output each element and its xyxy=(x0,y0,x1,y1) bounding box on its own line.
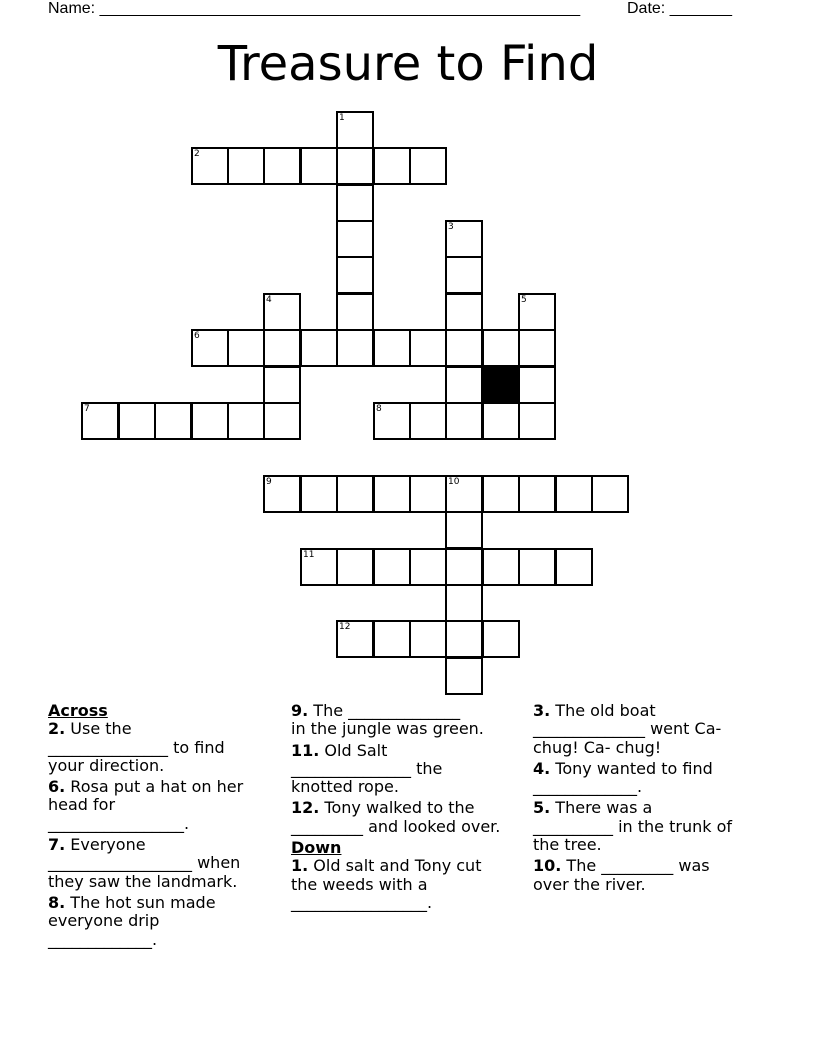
grid-cell[interactable] xyxy=(191,402,229,440)
grid-cell[interactable] xyxy=(300,548,338,586)
grid-cell[interactable] xyxy=(81,402,119,440)
across-clue xyxy=(48,720,284,775)
grid-cell[interactable] xyxy=(336,111,374,149)
grid-cell[interactable] xyxy=(518,329,556,367)
down-clue xyxy=(533,760,769,797)
grid-cell[interactable] xyxy=(482,620,520,658)
grid-cell[interactable] xyxy=(336,147,374,185)
clue-number: 6 xyxy=(194,331,200,341)
grid-cell[interactable] xyxy=(555,548,593,586)
grid-cell[interactable] xyxy=(118,402,156,440)
clue-number: 4 xyxy=(266,295,272,305)
clues-column-2 xyxy=(291,702,527,915)
grid-cell[interactable] xyxy=(409,329,447,367)
across-clue xyxy=(48,836,284,891)
header xyxy=(48,0,748,18)
grid-cell[interactable] xyxy=(373,475,411,513)
clue-text: Tony wanted to find _____________. xyxy=(533,758,713,797)
grid-cell[interactable] xyxy=(263,329,301,367)
grid-cell[interactable] xyxy=(300,147,338,185)
clue-number-label: 6. xyxy=(48,777,66,797)
grid-cell[interactable] xyxy=(373,548,411,586)
down-heading: Down xyxy=(291,838,342,858)
clue-text: Rosa put a hat on her head for _________________. xyxy=(48,777,244,833)
down-clue xyxy=(291,857,527,912)
clue-number-label: 2. xyxy=(48,719,66,739)
grid-cell[interactable] xyxy=(518,402,556,440)
clue-number: 9 xyxy=(266,477,272,487)
clue-text: The old boat ______________ went Ca- chug! Ca- chug! xyxy=(533,701,722,757)
grid-cell[interactable] xyxy=(518,475,556,513)
clue-text: The hot sun made everyone drip _____________. xyxy=(48,892,216,949)
clue-number: 2 xyxy=(194,149,200,159)
across-clue xyxy=(48,894,284,949)
grid-cell[interactable] xyxy=(591,475,629,513)
grid-cell[interactable] xyxy=(445,256,483,294)
clue-number: 11 xyxy=(303,550,315,560)
grid-cell[interactable] xyxy=(555,475,593,513)
grid-cell[interactable] xyxy=(336,329,374,367)
clue-number-label: 12. xyxy=(291,798,320,818)
grid-cell[interactable] xyxy=(336,548,374,586)
grid-cell[interactable] xyxy=(482,475,520,513)
clue-text: There was a __________ in the trunk of the tree. xyxy=(533,798,733,855)
clue-number: 10 xyxy=(448,477,460,487)
clue-number-label: 10. xyxy=(533,856,562,876)
clue-number-label: 3. xyxy=(533,701,551,720)
grid-cell[interactable] xyxy=(409,147,447,185)
grid-cell[interactable] xyxy=(336,293,374,331)
clue-text: Use the _______________ to find your direction. xyxy=(48,719,225,775)
grid-cell[interactable] xyxy=(336,620,374,658)
clue-number-label: 8. xyxy=(48,892,66,912)
grid-cell[interactable] xyxy=(482,402,520,440)
grid-cell[interactable] xyxy=(263,293,301,331)
clue-text: The ______________ in the jungle was green. xyxy=(291,701,484,739)
date-field: Date: _______ xyxy=(627,0,732,17)
clue-text: Tony walked to the _________ and looked over. xyxy=(291,798,501,836)
clue-number-label: 4. xyxy=(533,758,551,778)
grid-cell[interactable] xyxy=(191,147,229,185)
grid-cell[interactable] xyxy=(227,147,265,185)
grid-cell[interactable] xyxy=(336,256,374,294)
clue-number-label: 9. xyxy=(291,701,309,720)
clue-text: The _________ was over the river. xyxy=(533,856,710,894)
clue-text: Everyone __________________ when they saw the landmark. xyxy=(48,835,241,891)
across-clue xyxy=(48,778,284,833)
name-field: Name: ______________________________________________________ xyxy=(48,0,581,17)
grid-cell[interactable] xyxy=(263,147,301,185)
puzzle-title: Treasure to Find xyxy=(217,36,599,92)
grid-cell[interactable] xyxy=(263,402,301,440)
clue-number-label: 1. xyxy=(291,856,309,876)
clues-column-1 xyxy=(48,702,284,952)
grid-cell[interactable] xyxy=(300,329,338,367)
grid-cell[interactable] xyxy=(336,220,374,258)
clue-number-label: 11. xyxy=(291,740,320,760)
grid-cell[interactable] xyxy=(300,475,338,513)
grid-cell[interactable] xyxy=(445,475,483,513)
blocked-cell xyxy=(482,366,520,404)
grid-cell[interactable] xyxy=(518,366,556,404)
grid-cell[interactable] xyxy=(373,147,411,185)
down-clue xyxy=(533,799,769,854)
grid-cell[interactable] xyxy=(445,548,483,586)
clue-number: 12 xyxy=(339,622,351,632)
grid-cell[interactable] xyxy=(336,184,374,222)
grid-cell[interactable] xyxy=(191,329,229,367)
grid-cell[interactable] xyxy=(373,402,411,440)
clue-number-label: 7. xyxy=(48,835,66,855)
clue-number: 8 xyxy=(376,404,382,414)
grid-cell[interactable] xyxy=(445,511,483,549)
grid-cell[interactable] xyxy=(227,402,265,440)
clue-number: 1 xyxy=(339,113,345,123)
clue-text: Old salt and Tony cut the weeds with a _________________. xyxy=(291,856,482,912)
grid-cell[interactable] xyxy=(263,475,301,513)
across-clue xyxy=(291,702,527,739)
grid-cell[interactable] xyxy=(445,620,483,658)
across-clue xyxy=(291,742,527,797)
grid-cell[interactable] xyxy=(409,620,447,658)
down-clue xyxy=(533,857,769,894)
grid-cell[interactable] xyxy=(445,402,483,440)
grid-cell[interactable] xyxy=(445,329,483,367)
clue-number: 5 xyxy=(521,295,527,305)
across-clue xyxy=(291,799,527,836)
clues-column-3 xyxy=(533,702,769,897)
grid-cell[interactable] xyxy=(336,475,374,513)
grid-cell[interactable] xyxy=(154,402,192,440)
down-clue xyxy=(533,702,769,757)
grid-cell[interactable] xyxy=(482,329,520,367)
grid-cell[interactable] xyxy=(409,402,447,440)
grid-cell[interactable] xyxy=(445,220,483,258)
clue-number: 3 xyxy=(448,222,454,232)
clue-number: 7 xyxy=(84,404,90,414)
clue-number-label: 5. xyxy=(533,798,551,818)
grid-cell[interactable] xyxy=(445,584,483,622)
grid-cell[interactable] xyxy=(518,548,556,586)
clue-text: Old Salt _______________ the knotted rope. xyxy=(291,740,443,797)
grid-cell[interactable] xyxy=(409,548,447,586)
grid-cell[interactable] xyxy=(445,293,483,331)
grid-cell[interactable] xyxy=(373,329,411,367)
grid-cell[interactable] xyxy=(445,657,483,695)
grid-cell[interactable] xyxy=(445,366,483,404)
grid-cell[interactable] xyxy=(373,620,411,658)
grid-cell[interactable] xyxy=(227,329,265,367)
across-heading: Across xyxy=(48,701,108,720)
grid-cell[interactable] xyxy=(482,548,520,586)
grid-cell[interactable] xyxy=(518,293,556,331)
grid-cell[interactable] xyxy=(263,366,301,404)
grid-cell[interactable] xyxy=(409,475,447,513)
